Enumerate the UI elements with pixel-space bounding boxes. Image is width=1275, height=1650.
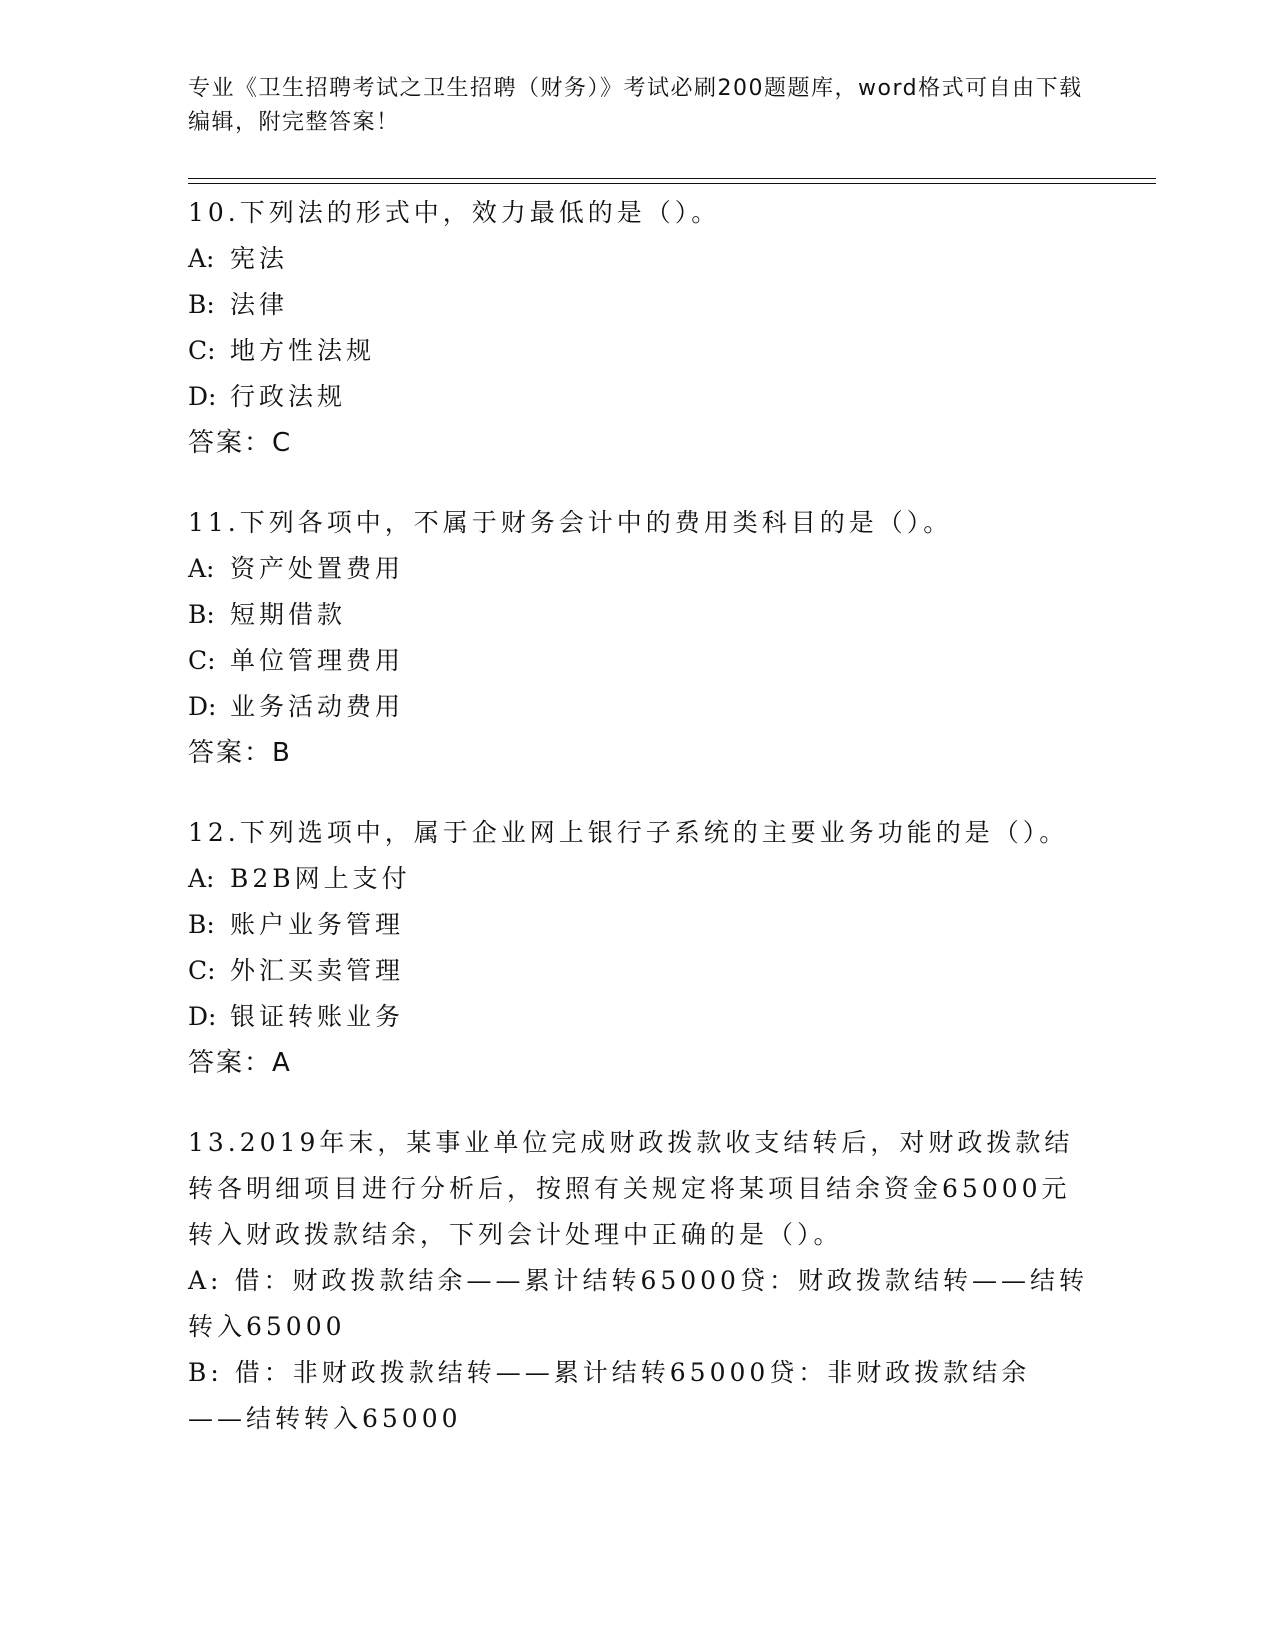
option-text: 行政法规 (230, 382, 347, 411)
option-key: C: (188, 336, 216, 365)
option-text: 外汇买卖管理 (230, 956, 405, 985)
option-text: 短期借款 (230, 600, 347, 629)
answer-line: 答案：B (188, 738, 292, 768)
answer-line: 答案：A (188, 1048, 292, 1078)
option-c (188, 638, 1088, 684)
option-text: 地方性法规 (230, 336, 376, 365)
option-key: D: (188, 1002, 217, 1031)
option-key: A: (188, 244, 215, 273)
answer-line: 答案：C (188, 428, 293, 458)
option-text: 单位管理费用 (230, 646, 405, 675)
document-header: 专业《卫生招聘考试之卫生招聘（财务）》考试必刷200题题库，word格式可自由下载编辑，附完整答案！ (188, 76, 1083, 135)
option-c (188, 328, 1088, 374)
option-key: B: (188, 1358, 223, 1387)
option-a (188, 546, 1088, 592)
header-divider-top (188, 178, 1156, 179)
option-d (188, 994, 1088, 1040)
question-stem: 12.下列选项中，属于企业网上银行子系统的主要业务功能的是（）。 (188, 818, 1069, 847)
option-key: B: (188, 290, 215, 319)
option-text: 业务活动费用 (230, 692, 405, 721)
option-a (188, 236, 1088, 282)
option-text: 资产处置费用 (230, 554, 405, 583)
option-text: 账户业务管理 (230, 910, 405, 939)
option-a (188, 856, 1088, 902)
option-b (188, 1350, 1088, 1442)
question-11 (188, 500, 1088, 776)
option-text: 法律 (230, 290, 289, 319)
question-stem: 11.下列各项中，不属于财务会计中的费用类科目的是（）。 (188, 508, 953, 537)
option-text: 宪法 (230, 244, 289, 273)
option-key: A: (188, 1266, 223, 1295)
option-text: 银证转账业务 (230, 1002, 405, 1031)
question-stem: 13.2019年末，某事业单位完成财政拨款收支结转后，对财政拨款结转各明细项目进行分析后，按照有关规定将某项目结余资金65000元转入财政拨款结余，下列会计处理中正确的是（）。 (188, 1128, 1074, 1249)
option-d (188, 374, 1088, 420)
question-13 (188, 1120, 1088, 1442)
question-12 (188, 810, 1088, 1086)
option-key: B: (188, 600, 215, 629)
question-stem: 10.下列法的形式中，效力最低的是（）。 (188, 198, 721, 227)
option-text: B2B网上支付 (230, 864, 411, 893)
option-b (188, 592, 1088, 638)
option-b (188, 282, 1088, 328)
option-key: C: (188, 956, 216, 985)
option-key: A: (188, 864, 215, 893)
option-b (188, 902, 1088, 948)
header-divider-bottom (188, 183, 1156, 184)
option-text: 借：非财政拨款结转——累计结转65000贷：非财政拨款结余——结转转入65000 (188, 1358, 1031, 1433)
question-10 (188, 190, 1088, 466)
option-d (188, 684, 1088, 730)
option-c (188, 948, 1088, 994)
option-key: C: (188, 646, 216, 675)
option-a (188, 1258, 1088, 1350)
option-key: B: (188, 910, 215, 939)
option-key: D: (188, 382, 217, 411)
option-key: D: (188, 692, 217, 721)
option-key: A: (188, 554, 215, 583)
question-list (188, 190, 1088, 1476)
option-text: 借：财政拨款结余——累计结转65000贷：财政拨款结转——结转转入65000 (188, 1266, 1088, 1341)
